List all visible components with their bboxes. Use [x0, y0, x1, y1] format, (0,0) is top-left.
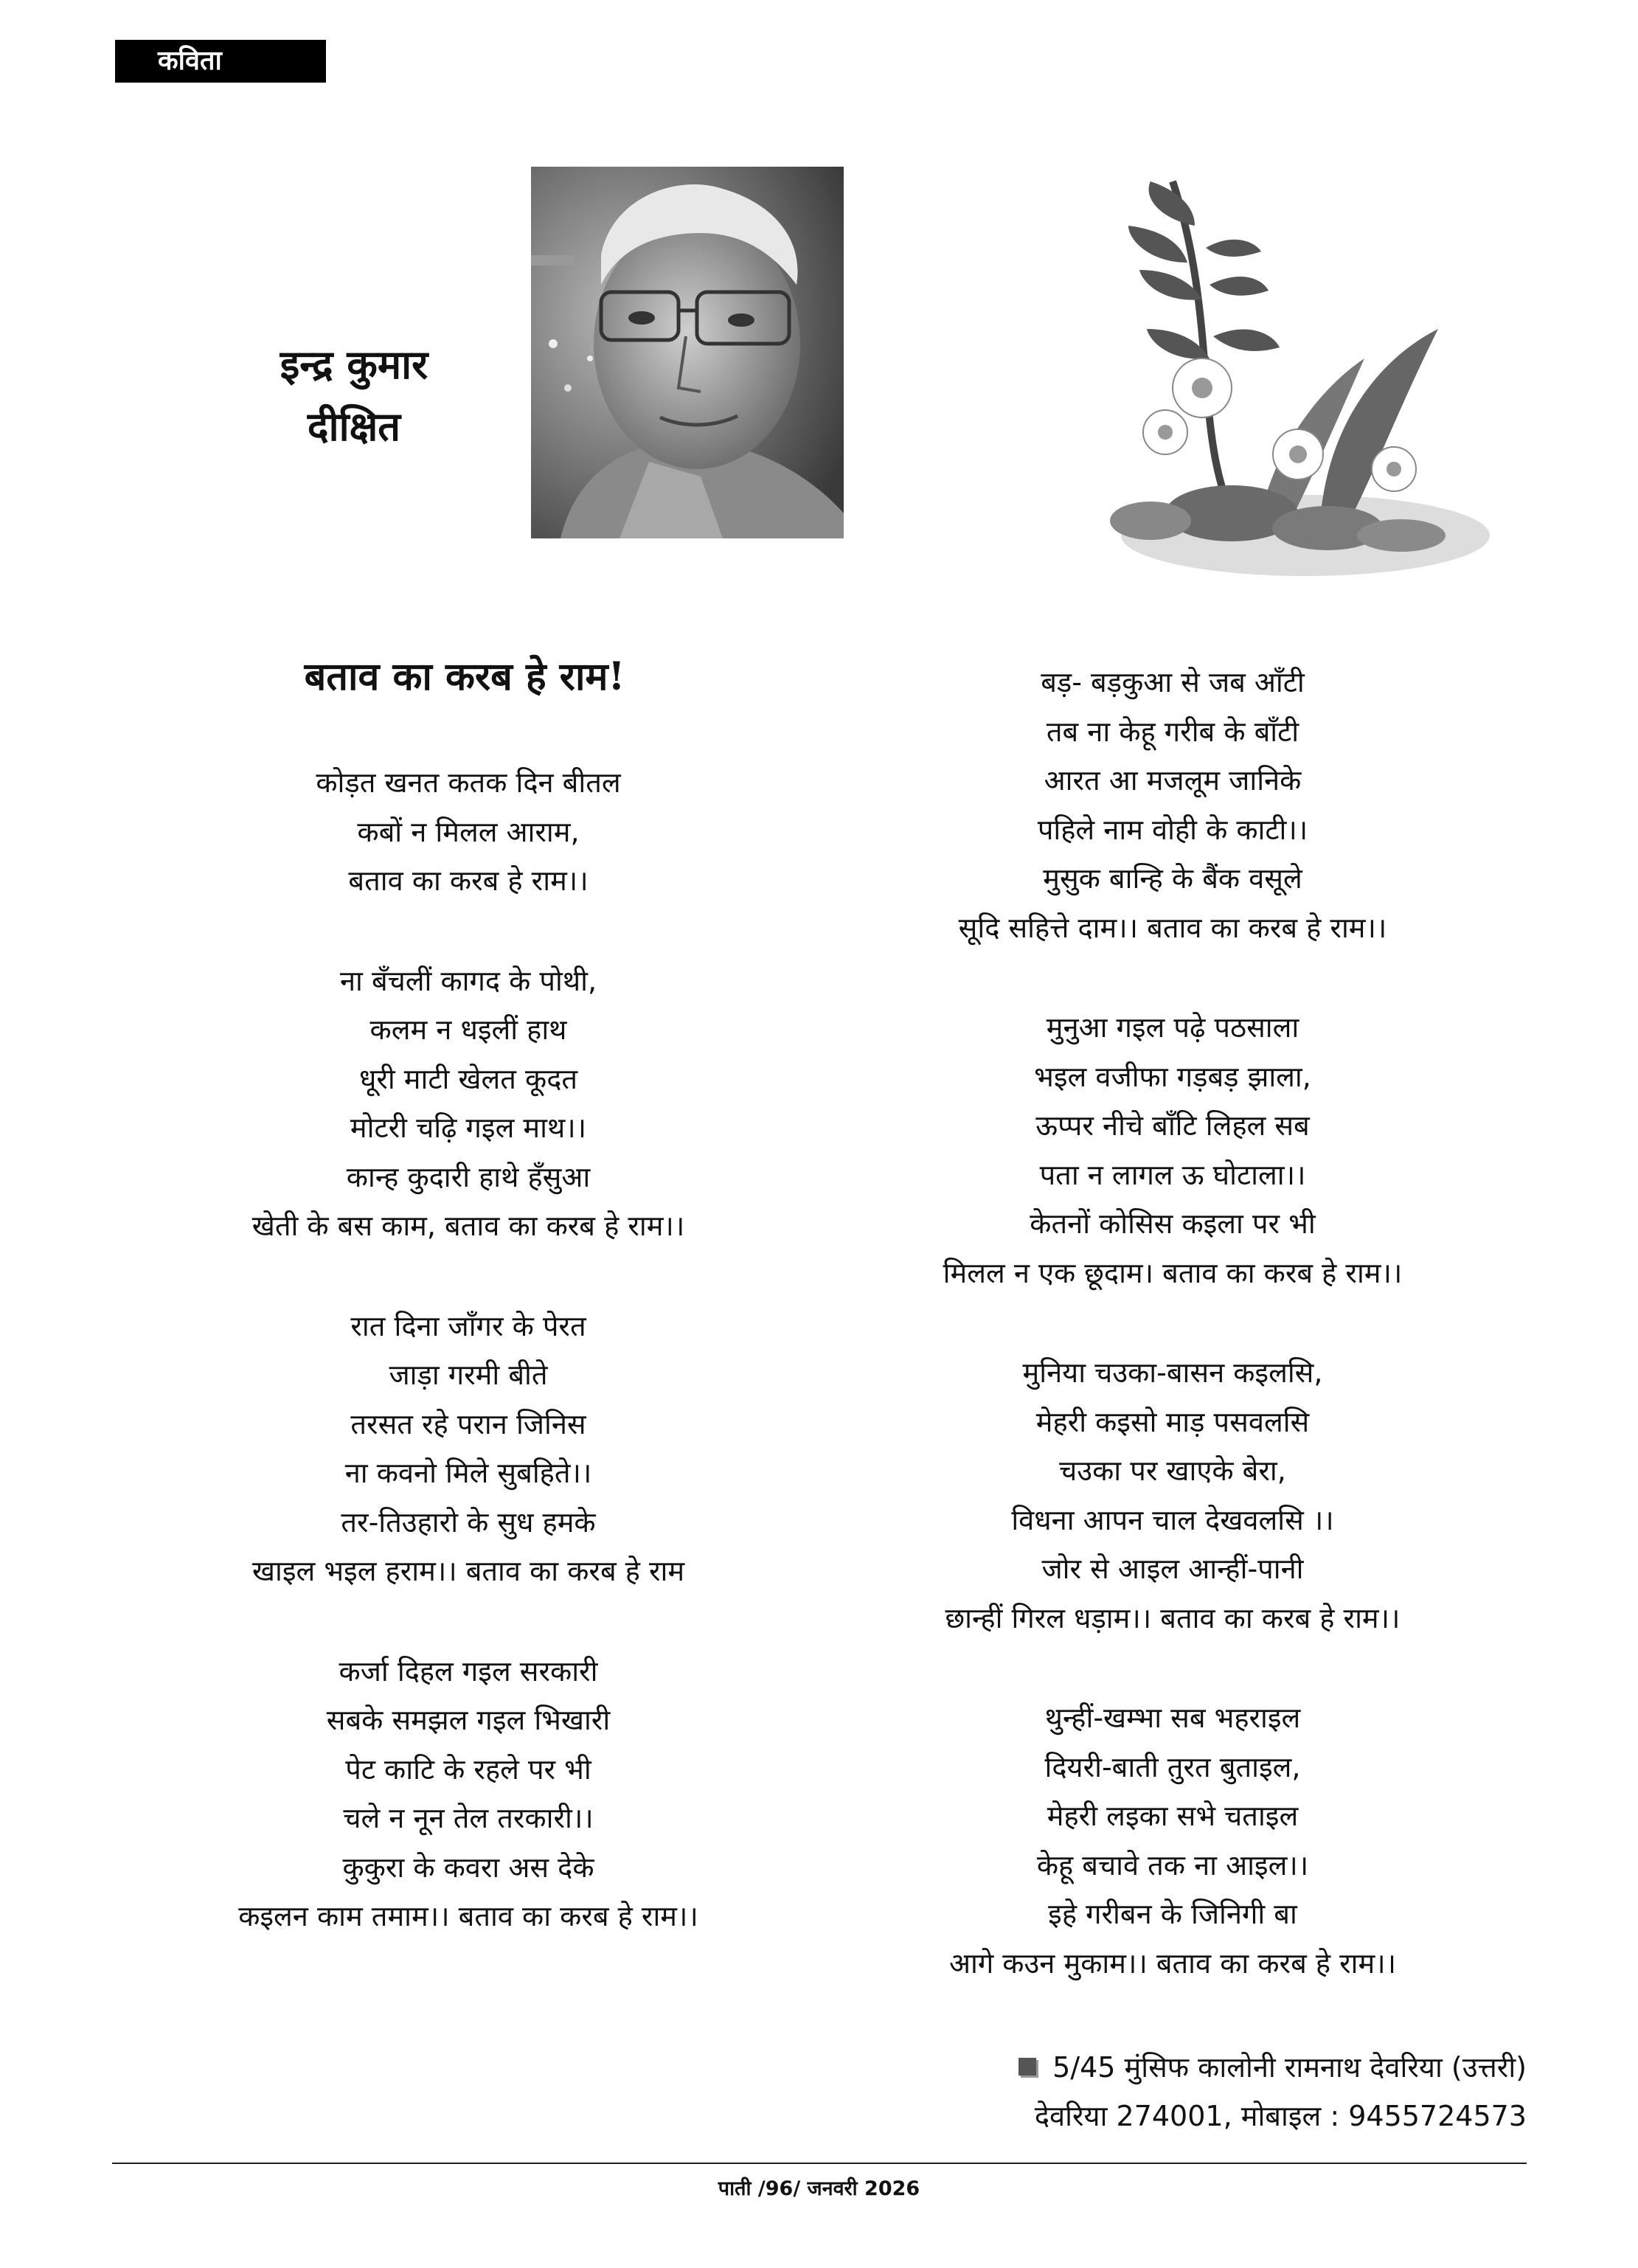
poem-line: विधना आपन चाल देखवलसि ।। [1011, 1503, 1334, 1536]
poem-line: भइल वजीफा गड़बड़ झाला, [1034, 1060, 1311, 1093]
poem-title: बताव का करब हे राम! [304, 654, 625, 699]
poem-line: कबों न मिलल आराम, [357, 815, 580, 848]
poem-line: ना बँचलीं कागद के पोथी, [339, 964, 597, 997]
page-footer: पाती /96/ जनवरी 2026 [718, 2177, 920, 2200]
address-line1 [907, 2043, 1527, 2092]
poem-line: चले न नून तेल तरकारी।। [343, 1802, 594, 1834]
poem-line: रात दिना जाँगर के पेरत [350, 1309, 586, 1342]
poem-left-column [155, 758, 782, 1992]
poem-stanza [155, 758, 782, 906]
author-photo [531, 167, 844, 538]
poem-right-column [841, 658, 1505, 2039]
poem-line: कान्ह कुदारी हाथे हँसुआ [346, 1160, 591, 1193]
author-name-line2: दीक्षित [307, 403, 401, 450]
poem-line: जोर से आइल आन्हीं-पानी [1041, 1553, 1304, 1585]
poem-line: आगे कउन मुकाम।। बताव का करब हे राम।। [948, 1946, 1397, 1980]
section-tag: कविता [115, 40, 326, 83]
poem-line: मेहरी कइसो माड़ पसवलसि [1035, 1405, 1310, 1438]
poem-line: कोड़त खनत कतक दिन बीतल [316, 766, 621, 799]
poem-stanza [155, 1302, 782, 1596]
poem-line: मिलल न एक छूदाम। बताव का करब हे राम।। [943, 1256, 1403, 1289]
square-bullet-icon [1018, 2058, 1036, 2075]
poem-line: मोटरी चढ़ि गइल माथ।। [350, 1112, 587, 1144]
poem-line: केतनों कोसिस कइला पर भी [1030, 1207, 1316, 1240]
poem-line: सूदि सहित्ते दाम।। बताव का करब हे राम।। [958, 911, 1387, 944]
poem-line: जाड़ा गरमी बीते [389, 1359, 548, 1391]
poem-line: तरसत रहे परान जिनिस [350, 1407, 586, 1440]
flower-illustration [1084, 167, 1512, 587]
poem-line: कुकुरा के कवरा अस देके [342, 1851, 594, 1884]
poem-stanza [841, 1348, 1505, 1643]
poem-line: तर-तिउहारो के सुध हमके [341, 1505, 596, 1539]
poem-stanza [155, 957, 782, 1251]
poem-line: मुनिया चउका-बासन कइलसि, [1022, 1356, 1323, 1389]
poem-line: थुन्हीं-खम्भा सब भहराइल [1044, 1702, 1301, 1734]
poem-line: केहू बचावे तक ना आइल।। [1036, 1848, 1309, 1882]
poem-line: पहिले नाम वोही के काटी।। [1037, 813, 1308, 846]
footer-divider [112, 2163, 1527, 2164]
author-name [221, 333, 487, 457]
poem-line: सबके समझल गइल भिखारी [326, 1704, 611, 1736]
poem-line: ऊप्पर नीचे बाँटि लिहल सब [1035, 1109, 1310, 1142]
poem-line: इहे गरीबन के जिनिगी बा [1048, 1898, 1297, 1930]
poem-line: आरत आ मजलूम जानिके [1044, 764, 1302, 797]
author-address [907, 2043, 1527, 2140]
poem-line: छान्हीं गिरल धड़ाम।। बताव का करब हे राम।। [945, 1601, 1401, 1634]
poem-line: खेती के बस काम, बताव का करब हे राम।। [251, 1210, 685, 1242]
poem-line: बताव का करब हे राम।। [348, 864, 589, 897]
poem-line: कर्जा दिहल गइल सरकारी [339, 1654, 598, 1688]
poem-line: दियरी-बाती तुरत बुताइल, [1044, 1750, 1301, 1783]
poem-line: मेहरी लइका सभे चताइल [1047, 1800, 1299, 1832]
poem-line: चउका पर खाएके बेरा, [1059, 1454, 1286, 1487]
poem-line: पता न लागल ऊ घोटाला।। [1039, 1158, 1306, 1191]
address-line1-text: 5/45 मुंसिफ कालोनी रामनाथ देवरिया (उत्तरी) [1052, 2051, 1527, 2084]
poem-line: कइलन काम तमाम।। बताव का करब हे राम।। [238, 1900, 698, 1932]
poem-stanza [155, 1647, 782, 1941]
poem-stanza [841, 1693, 1505, 1988]
poem-line: बड़- बड़कुआ से जब आँटी [1041, 666, 1305, 698]
poem-stanza [841, 1003, 1505, 1297]
poem-line: तब ना केहू गरीब के बाँटी [1046, 715, 1299, 748]
poem-line: कलम न धइलीं हाथ [369, 1013, 567, 1046]
poem-line: मुसुक बान्हि के बैंक वसूले [1043, 862, 1302, 895]
poem-stanza [841, 658, 1505, 952]
poem-line: धूरी माटी खेलत कूदत [358, 1062, 578, 1095]
poem-line: मुनुआ गइल पढ़े पठसाला [1046, 1011, 1299, 1044]
poem-line: ना कवनो मिले सुबहिते।। [344, 1457, 592, 1489]
poem-line: पेट काटि के रहले पर भी [345, 1752, 591, 1786]
poem-line: खाइल भइल हराम।। बताव का करब हे राम [251, 1555, 685, 1587]
author-name-line1: इन्द्र कुमार [280, 341, 428, 388]
address-line2: देवरिया 274001, मोबाइल : 9455724573 [1034, 2100, 1527, 2132]
